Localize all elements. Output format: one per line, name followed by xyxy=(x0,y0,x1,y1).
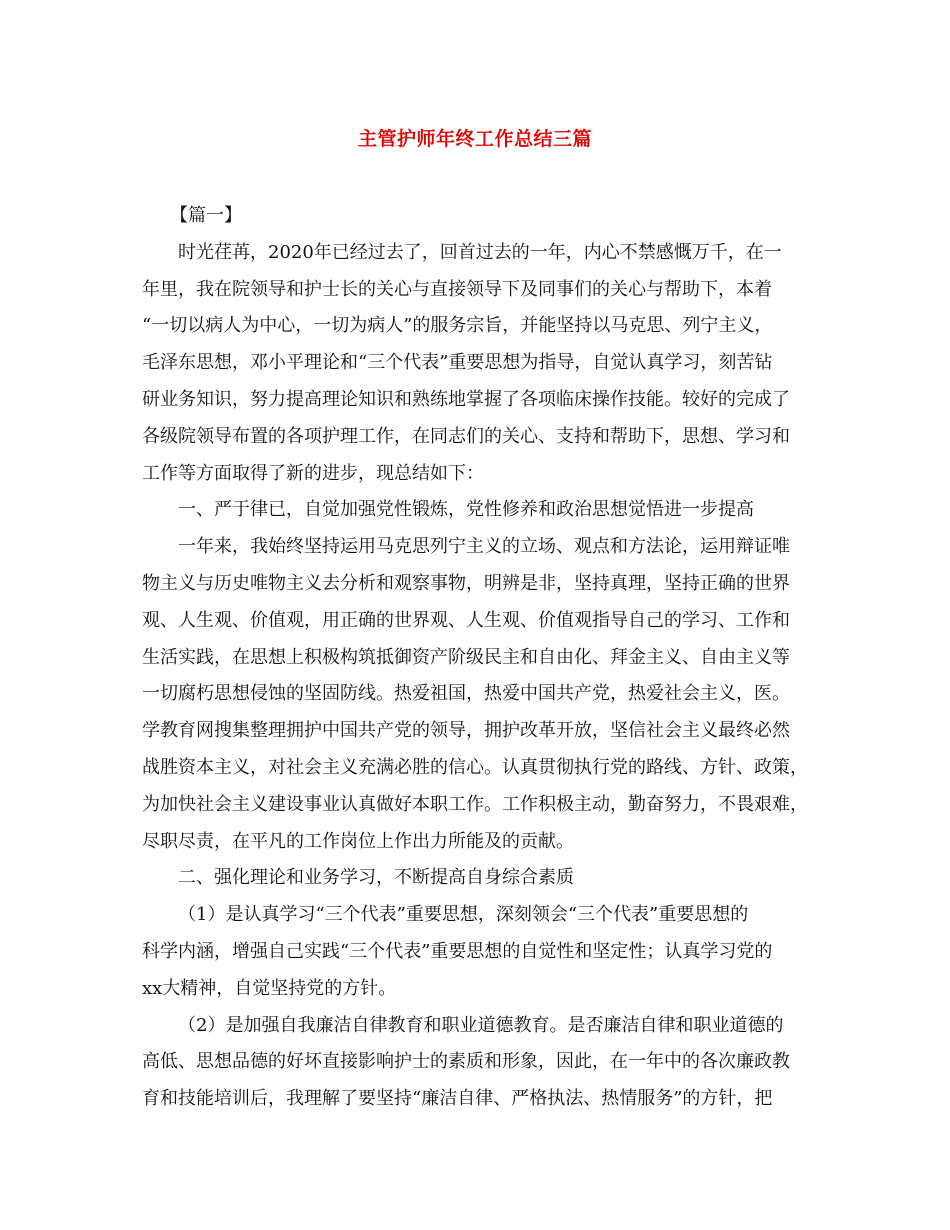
paragraph-line: 一年来，我始终坚持运用马克思列宁主义的立场、观点和方法论，运用辩证唯 xyxy=(178,536,790,558)
paragraph-line: 为加快社会主义建设事业认真做好本职工作。工作积极主动，勤奋努力，不畏艰难， xyxy=(142,793,808,815)
paragraph-line: 时光荏苒，2020年已经过去了，回首过去的一年，内心不禁感慨万千，在一 xyxy=(178,241,782,263)
section-heading: 【篇一】 xyxy=(170,205,242,226)
subsection-heading: 一、严于律已，自觉加强党性锻炼，党性修养和政治思想觉悟进一步提高 xyxy=(178,499,754,521)
paragraph-line: 一切腐朽思想侵蚀的坚固防线。热爱祖国，热爱中国共产党，热爱社会主义，医。 xyxy=(142,683,790,705)
paragraph-line: 学教育网搜集整理拥护中国共产党的领导，拥护改革开放，坚信社会主义最终必然 xyxy=(142,720,790,742)
document-title: 主管护师年终工作总结三篇 xyxy=(357,128,592,150)
paragraph-line: 观、人生观、价值观，用正确的世界观、人生观、价值观指导自己的学习、工作和 xyxy=(142,609,790,631)
paragraph-line: 毛泽东思想，邓小平理论和“三个代表”重要思想为指导，自觉认真学习，刻苦钻 xyxy=(142,352,773,374)
paragraph-line: 研业务知识，努力提高理论知识和熟练地掌握了各项临床操作技能。较好的完成了 xyxy=(142,388,790,410)
paragraph-line: 年里，我在院领导和护士长的关心与直接领导下及同事们的关心与帮助下，本着 xyxy=(142,278,772,300)
paragraph-line: （1）是认真学习“三个代表”重要思想，深刻领会“三个代表”重要思想的 xyxy=(178,904,749,926)
paragraph-line: 物主义与历史唯物主义去分析和观察事物，明辨是非，坚持真理，坚持正确的世界 xyxy=(142,572,790,594)
paragraph-line: 高低、思想品德的好坏直接影响护士的素质和形象，因此，在一年中的各次廉政教 xyxy=(142,1051,790,1073)
paragraph-line: 科学内涵，增强自己实践“三个代表”重要思想的自觉性和坚定性；认真学习党的 xyxy=(142,940,773,962)
paragraph-line: （2）是加强自我廉洁自律教育和职业道德教育。是否廉洁自律和职业道德的 xyxy=(178,1014,784,1036)
paragraph-line: 各级院领导布置的各项护理工作，在同志们的关心、支持和帮助下，思想、学习和 xyxy=(142,425,790,447)
paragraph-line: 育和技能培训后，我理解了要坚持“廉洁自律、严格执法、热情服务”的方针，把 xyxy=(142,1088,773,1110)
subsection-heading: 二、强化理论和业务学习，不断提高自身综合素质 xyxy=(178,867,574,889)
paragraph-line: “一切以病人为中心，一切为病人”的服务宗旨，并能坚持以马克思、列宁主义， xyxy=(142,315,773,337)
document-body xyxy=(142,198,814,1118)
paragraph-line: 尽职尽责，在平凡的工作岗位上作出力所能及的贡献。 xyxy=(142,830,574,852)
paragraph-line: 战胜资本主义，对社会主义充满必胜的信心。认真贯彻执行党的路线、方针、政策， xyxy=(142,756,808,778)
paragraph-line: 工作等方面取得了新的进步，现总结如下： xyxy=(142,462,484,484)
paragraph-line: xx大精神，自觉坚持党的方针。 xyxy=(142,977,397,999)
paragraph-line: 生活实践，在思想上积极构筑抵御资产阶级民主和自由化、拜金主义、自由主义等 xyxy=(142,646,790,668)
